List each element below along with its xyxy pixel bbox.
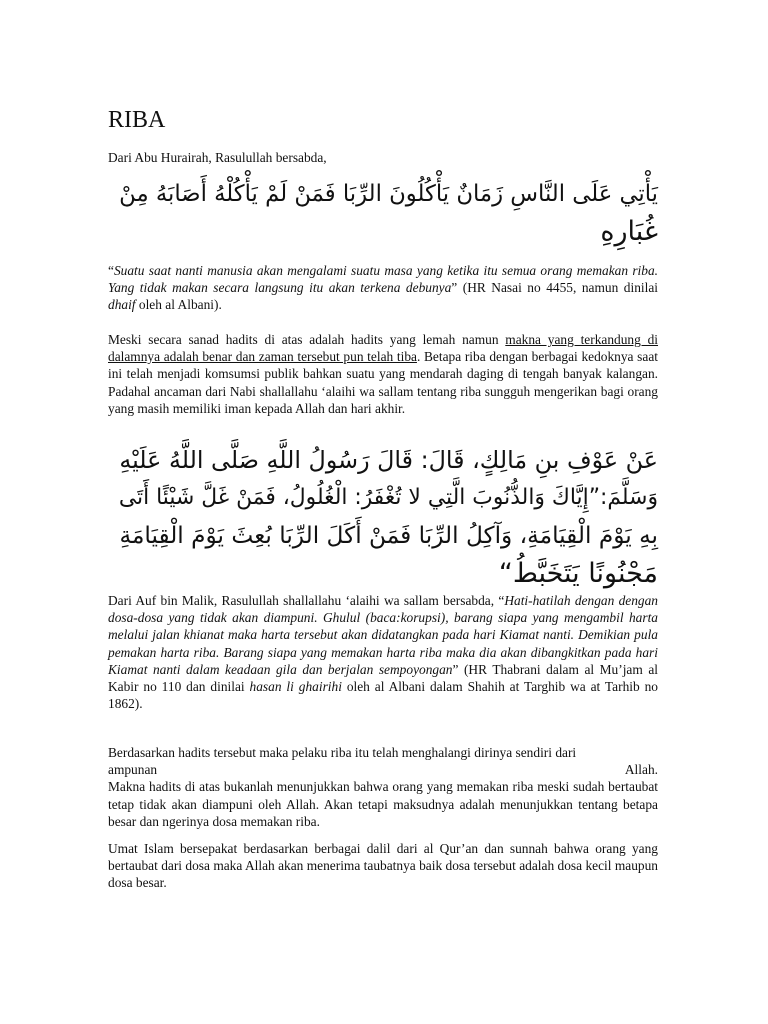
citation-text: ” (HR Nasai no 4455, namun dinilai — [451, 280, 658, 296]
intro-line: Dari Abu Hurairah, Rasulullah bersabda, — [108, 150, 327, 165]
text-before: Dari Auf bin Malik, Rasulullah shallallahu ‘alaihi wa sallam bersabda, “ — [108, 593, 505, 608]
hadith-arabic-1 — [108, 175, 658, 251]
citation-text: ” (HR Thabrani dalam al Mu’jam al Kabir no 110 dan dinilai — [108, 661, 658, 695]
text-after: . Betapa riba dengan berbagai kedoknya saat ini telah menjadi komsumsi publik bahkan suatu yang mendarah daging di tengah banyak kalangan. Padahal ancaman dari Nabi shallallahu ‘alaihi wa sallam tentang riba sungguh mengerikan bagi orang yang masih memiliki iman kepada Allah dan hari akhir. — [108, 349, 658, 416]
arabic-line: مَجْنُونًا يَتَخَبَّطُ“ — [498, 558, 658, 589]
paragraph-translation-2 — [108, 592, 658, 712]
arabic-line: غُبَارِهِ — [600, 216, 658, 247]
paragraph-taubat: Umat Islam bersepakat berdasarkan berbagai dalil dari al Qur’an dan sunnah bahwa orang yang bertaubat dari dosa maka Allah akan menerima taubatnya baik dosa tersebut adalah dosa kecil maupun dosa besar. — [108, 841, 658, 891]
translation-italic: Hati-hatilah dengan dengan dosa-dosa yang tidak akan diampuni. Ghulul (baca:korupsi), barang siapa yang mengambil harta melalui jalan khianat maka harta tersebut akan didatangkan pada hari Kiamat nanti. Demikian pula pemakan harta riba. Barang siapa yang memakan harta riba maka dia akan dibangkitkan pada hari Kiamat nanti dalam keadaan gila dan berjalan sempoyongan — [108, 593, 659, 677]
grade-italic: dhaif — [108, 297, 136, 313]
text-before: Meski secara sanad hadits di atas adalah hadits yang lemah namun — [108, 332, 506, 347]
underlined-text: makna yang terkandung di dalamnya adalah benar dan zaman tersebut pun telah tiba — [108, 332, 659, 365]
arabic-line: يَأْتِي عَلَى النَّاسِ زَمَانٌ يَأْكُلُونَ الرِّبَا فَمَنْ لَمْ يَأْكُلْهُ أَصَابَهُ مِنْ — [119, 181, 658, 207]
hadith-arabic-2 — [108, 441, 658, 593]
text-rest: Makna hadits di atas bukanlah menunjukkan bahwa orang yang memakan riba meski sudah bertaubat tetap tidak akan diampuni oleh Allah. Akan tetapi maksudnya adalah menunjukkan tentang betapa besar dan ngerinya dosa memakan riba. — [108, 779, 658, 829]
word-allah: Allah. — [624, 762, 658, 778]
translation-italic: Suatu saat nanti manusia akan mengalami suatu masa yang ketika itu semua orang memakan riba. Yang tidak makan secara langsung itu akan terkena debunya — [108, 263, 658, 296]
paragraph-translation-1 — [108, 262, 658, 314]
citation-end: oleh al Albani). — [135, 297, 222, 313]
citation-end: oleh al Albani dalam Shahih at Targhib wa at Tarhib no 1862). — [108, 679, 658, 712]
paragraph-explanation — [108, 331, 658, 417]
grade-italic: hasan li ghairihi — [249, 679, 342, 695]
arabic-line: بِهِ يَوْمَ الْقِيَامَةِ، وَآكِلُ الرِّبَا فَمَنْ أَكَلَ الرِّبَا بُعِثَ يَوْمَ الْقِيَامَةِ — [119, 522, 658, 549]
word-ampunan: ampunan — [108, 762, 158, 778]
split-line — [108, 761, 658, 778]
text-line: Berdasarkan hadits tersebut maka pelaku riba itu telah menghalangi dirinya sendiri dari — [108, 745, 577, 760]
arabic-line: عَنْ عَوْفِ بنِ مَالِكٍ، قَالَ: قَالَ رَسُولُ اللَّهِ صَلَّى اللَّهُ عَلَيْهِ — [119, 446, 658, 474]
document-title: RIBA — [108, 107, 166, 133]
quote-open: “ — [108, 263, 114, 278]
paragraph-conclusion — [108, 744, 658, 830]
arabic-line: وَسَلَّمَ:”إِيَّاكَ وَالذُّنُوبَ الَّتِي لا تُغْفَرُ: الْغُلُولُ، فَمَنْ غَلَّ شَيْئًا أَتَى — [118, 485, 658, 510]
